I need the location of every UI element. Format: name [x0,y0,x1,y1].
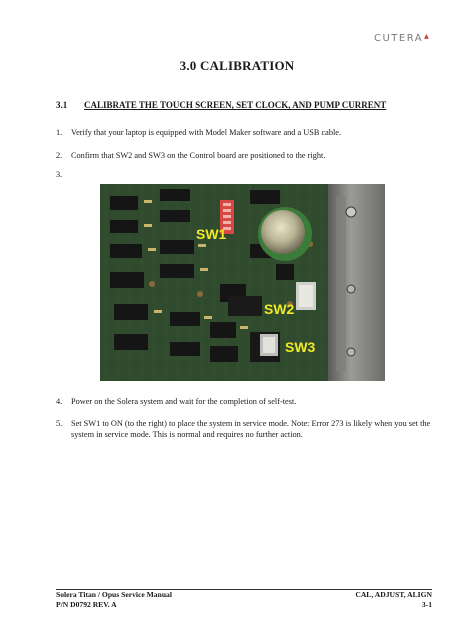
step-text: Verify that your laptop is equipped with Model Maker software and a USB cable. [71,128,342,137]
step-number: 4. [56,397,63,406]
step-item [56,418,434,440]
step-item [56,127,434,138]
step-text: Confirm that SW2 and SW3 on the Control board are positioned to the right. [71,151,326,160]
footer-page-number: 3-1 [421,600,432,609]
step-item [56,396,434,407]
footer-manual-title: Solera Titan / Opus Service Manual [56,590,172,599]
photo-label-sw2: SW2 [264,301,295,317]
section-heading [56,100,436,110]
photo-label-sw1: SW1 [196,226,227,242]
section-number: 3.1 [56,100,68,110]
footer-chapter: CAL, ADJUST, ALIGN [355,590,432,599]
control-board-photo [100,184,385,381]
logo-text: CUTERA [374,33,424,44]
cutera-logo [374,33,430,44]
step-number: 5. [56,419,63,428]
page-title: 3.0 CALIBRATION [179,58,295,73]
step-text: Power on the Solera system and wait for the completion of self-test. [71,397,297,406]
step-number: 1. [56,128,63,137]
step-text: Set SW1 to ON (to the right) to place the system in service mode. Note: Error 273 is likely when you set the system in service mode. This is normal and requires no further action. [71,419,431,439]
step-number: 2. [56,151,63,160]
photo-label-sw3: SW3 [285,339,316,355]
step-item [56,150,434,161]
step-number: 3. [56,170,63,179]
section-title: CALIBRATE THE TOUCH SCREEN, SET CLOCK, AND PUMP CURRENT [84,100,387,110]
logo-mark-icon: ▲ [424,33,431,40]
footer-part-number: P/N D0792 REV. A [56,600,117,609]
